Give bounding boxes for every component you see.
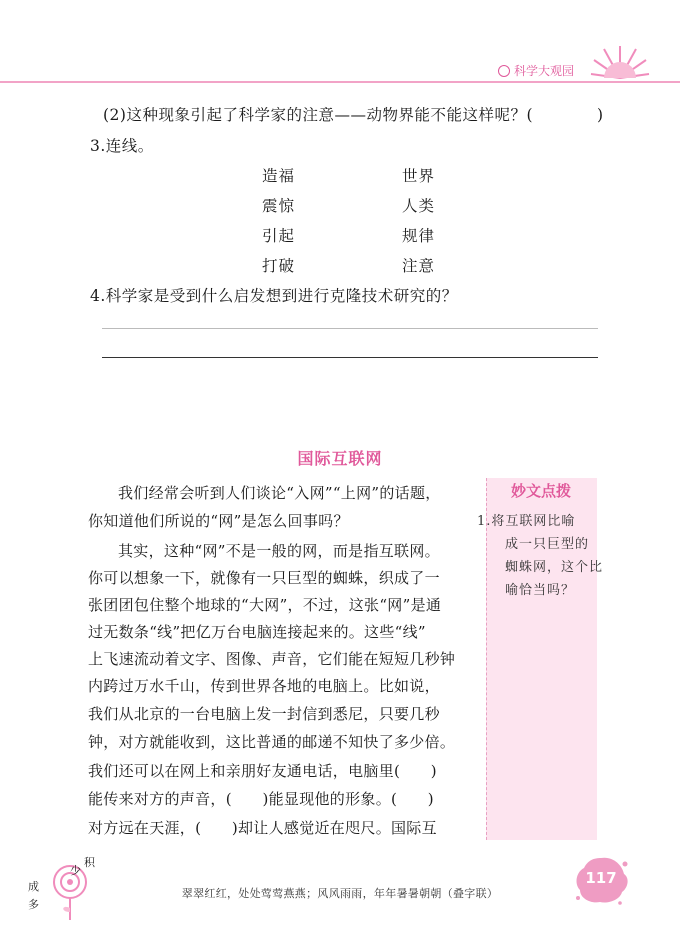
column-badge bbox=[498, 62, 574, 79]
tip-line: 喻恰当吗？ bbox=[505, 583, 576, 598]
tip-line: 1.将互联网比喻 bbox=[477, 514, 576, 529]
logo-char: 成 bbox=[28, 880, 39, 893]
article-line: 我们还可以在网上和亲朋好友通电话，电脑里( ) bbox=[88, 762, 437, 780]
right-word-3: 规律 bbox=[402, 227, 436, 245]
article-line: 其实，这种“网”不是一般的网，而是指互联网。 bbox=[118, 542, 440, 560]
page-number: 117 bbox=[585, 869, 617, 887]
article-line: 内跨过万水千山，传到世界各地的电脑上。比如说， bbox=[88, 677, 440, 695]
article-line: 钟，对方就能收到，这比普通的邮递不知快了多少倍。 bbox=[88, 733, 456, 751]
article-line: 我们从北京的一台电脑上发一封信到悉尼，只要几秒 bbox=[88, 705, 440, 723]
right-word-4: 注意 bbox=[402, 257, 436, 275]
left-word-2: 震惊 bbox=[262, 197, 296, 215]
answer-line-2[interactable] bbox=[102, 357, 598, 358]
article-line: 你知道他们所说的“网”是怎么回事吗？ bbox=[88, 512, 349, 530]
footer-slogan: 翠翠红红，处处莺莺燕燕；风风雨雨，年年暑暑朝朝（叠字联） bbox=[181, 887, 499, 900]
header-rule bbox=[0, 81, 680, 83]
article-line: 能传来对方的声音，( )能显现他的形象。( ) bbox=[88, 790, 434, 808]
answer-line-1[interactable] bbox=[102, 328, 598, 329]
question-3-label: 3.连线。 bbox=[90, 137, 154, 155]
tip-line: 成一只巨型的 bbox=[505, 537, 590, 552]
tip-line: 蜘蛛网，这个比 bbox=[505, 560, 604, 575]
logo-char: 积 bbox=[84, 856, 95, 869]
tip-title: 妙文点拨 bbox=[510, 482, 571, 500]
article-line: 过无数条“线”把亿万台电脑连接起来的。这些“线” bbox=[88, 623, 426, 641]
logo-char: 多 bbox=[28, 898, 39, 911]
left-word-1: 造福 bbox=[262, 167, 296, 185]
left-word-4: 打破 bbox=[262, 257, 296, 275]
article-line: 我们经常会听到人们谈论“入网”“上网”的话题， bbox=[118, 484, 441, 502]
article-line: 对方远在天涯，( )却让人感觉近在咫尺。国际互 bbox=[88, 819, 437, 837]
article-line: 上飞速流动着文字、图像、声音，它们能在短短几秒钟 bbox=[88, 650, 456, 668]
question-4: 4.科学家是受到什么启发想到进行克隆技术研究的？ bbox=[90, 287, 458, 305]
sunburst-decoration-icon bbox=[590, 44, 650, 80]
logo-char: 少 bbox=[70, 864, 81, 877]
right-word-1: 世界 bbox=[402, 167, 436, 185]
article-line: 张团团包住整个地球的“大网”，不过，这张“网”是通 bbox=[88, 596, 442, 614]
circle-icon bbox=[498, 65, 510, 77]
question-2-part-2: (2)这种现象引起了科学家的注意——动物界能不能这样呢？( ) bbox=[103, 106, 604, 124]
article-title: 国际互联网 bbox=[297, 449, 383, 468]
column-badge-text: 科学大观园 bbox=[514, 64, 575, 78]
article-line: 你可以想象一下，就像有一只巨型的蜘蛛，织成了一 bbox=[88, 569, 440, 587]
right-word-2: 人类 bbox=[402, 197, 436, 215]
left-word-3: 引起 bbox=[262, 227, 296, 245]
